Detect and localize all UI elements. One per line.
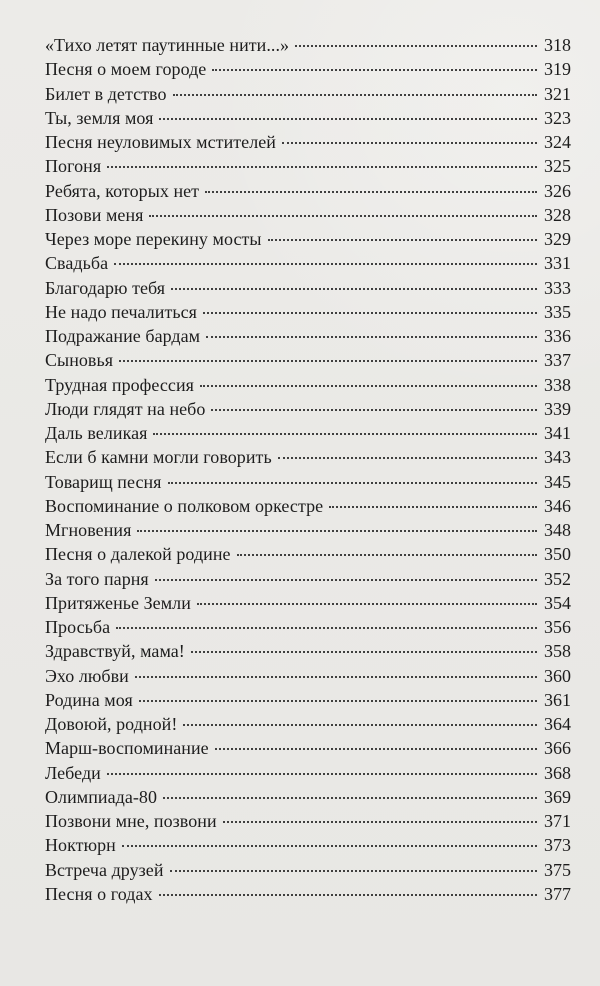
toc-entry-title: Ребята, которых нет bbox=[45, 180, 200, 201]
toc-dot-leader bbox=[114, 262, 537, 265]
toc-entry-title: Погоня bbox=[45, 156, 102, 177]
toc-entry bbox=[45, 276, 571, 300]
toc-entry-title: Довоюй, родной! bbox=[45, 714, 178, 734]
toc-entry-title: Свадьба bbox=[45, 253, 109, 274]
toc-entry-page-number: 369 bbox=[544, 786, 571, 807]
toc-entry bbox=[45, 106, 571, 130]
toc-entry-page-number: 366 bbox=[544, 738, 571, 759]
toc-entry-page-number: 373 bbox=[544, 835, 571, 856]
toc-entry bbox=[45, 761, 571, 785]
toc-entry bbox=[45, 421, 571, 445]
toc-dot-leader bbox=[107, 165, 537, 168]
toc-entry bbox=[45, 518, 571, 542]
toc-entry bbox=[45, 130, 571, 154]
toc-entry-title: Трудная профессия bbox=[45, 374, 194, 395]
toc-entry-page-number: 326 bbox=[544, 180, 571, 201]
toc-entry-page-number: 338 bbox=[544, 374, 571, 395]
toc-entry-title: Через море перекину мосты bbox=[45, 229, 262, 249]
toc-entry-title: Подражание бардам bbox=[45, 326, 201, 346]
toc-entry-page-number: 324 bbox=[544, 132, 571, 152]
toc-entry-page-number: 329 bbox=[544, 229, 571, 249]
toc-entry-page-number: 336 bbox=[544, 326, 571, 346]
toc-entry-page-number: 358 bbox=[544, 641, 571, 662]
toc-entry-title: Лебеди bbox=[45, 762, 101, 783]
toc-dot-leader bbox=[200, 384, 537, 387]
toc-entry-page-number: 350 bbox=[544, 544, 571, 565]
toc-entry bbox=[45, 736, 571, 760]
toc-entry-page-number: 375 bbox=[544, 859, 571, 880]
toc-dot-leader bbox=[168, 481, 537, 484]
toc-dot-leader bbox=[205, 190, 537, 193]
toc-entry-page-number: 360 bbox=[544, 665, 571, 686]
toc-entry bbox=[45, 639, 571, 663]
toc-dot-leader bbox=[295, 44, 537, 47]
toc-entry bbox=[45, 373, 571, 397]
toc-entry-title: Не надо печалиться bbox=[45, 301, 198, 322]
toc-entry-page-number: 345 bbox=[544, 471, 571, 492]
toc-entry-page-number: 335 bbox=[544, 301, 571, 322]
toc-entry-page-number: 361 bbox=[544, 689, 571, 710]
toc-dot-leader bbox=[191, 650, 537, 653]
toc-entry bbox=[45, 324, 571, 348]
toc-entry bbox=[45, 494, 571, 518]
toc-entry-title: Эхо любви bbox=[45, 665, 129, 686]
toc-entry-page-number: 352 bbox=[544, 568, 571, 589]
toc-dot-leader bbox=[116, 626, 537, 629]
toc-dot-leader bbox=[223, 820, 537, 823]
toc-dot-leader bbox=[215, 747, 537, 750]
toc-entry-page-number: 348 bbox=[544, 520, 571, 540]
toc-entry-title: Люди глядят на небо bbox=[45, 398, 206, 419]
toc-entry-title: Мгновения bbox=[45, 520, 132, 540]
toc-entry bbox=[45, 33, 571, 57]
toc-entry-title: Сыновья bbox=[45, 350, 114, 371]
toc-entry-title: Билет в детство bbox=[45, 83, 167, 104]
toc-dot-leader bbox=[203, 311, 537, 314]
toc-entry-page-number: 333 bbox=[544, 277, 571, 298]
toc-entry-page-number: 325 bbox=[544, 156, 571, 177]
toc-entry bbox=[45, 300, 571, 324]
toc-entry-title: Товарищ песня bbox=[45, 471, 162, 492]
toc-entry bbox=[45, 615, 571, 639]
toc-entry bbox=[45, 397, 571, 421]
toc-dot-leader bbox=[197, 602, 537, 605]
toc-entry-page-number: 354 bbox=[544, 592, 571, 613]
toc-dot-leader bbox=[170, 869, 537, 872]
toc-entry bbox=[45, 227, 571, 251]
toc-dot-leader bbox=[119, 359, 537, 362]
toc-entry-title: Марш-воспоминание bbox=[45, 738, 209, 759]
toc-entry bbox=[45, 567, 571, 591]
toc-entry-page-number: 343 bbox=[544, 447, 571, 468]
toc-entry bbox=[45, 203, 571, 227]
toc-entry-page-number: 377 bbox=[544, 883, 571, 904]
toc-entry bbox=[45, 445, 571, 469]
toc-entry-title: «Тихо летят паутинные нити...» bbox=[45, 35, 290, 55]
toc-entry bbox=[45, 154, 571, 178]
toc-entry bbox=[45, 664, 571, 688]
toc-entry-title: Встреча друзей bbox=[45, 859, 164, 880]
toc-dot-leader bbox=[237, 553, 537, 556]
toc-dot-leader bbox=[135, 675, 537, 678]
toc-dot-leader bbox=[159, 893, 537, 896]
toc-entry-page-number: 331 bbox=[544, 253, 571, 274]
toc-dot-leader bbox=[211, 408, 537, 411]
toc-entry bbox=[45, 542, 571, 566]
toc-entry-title: Песня о далекой родине bbox=[45, 544, 231, 565]
toc-entry-page-number: 318 bbox=[544, 35, 571, 55]
toc-dot-leader bbox=[206, 335, 537, 338]
table-of-contents bbox=[45, 33, 571, 906]
toc-dot-leader bbox=[171, 287, 537, 290]
toc-entry bbox=[45, 833, 571, 857]
toc-entry-title: Воспоминание о полковом оркестре bbox=[45, 495, 324, 516]
toc-entry-title: Олимпиада-80 bbox=[45, 786, 158, 807]
toc-entry-page-number: 371 bbox=[544, 811, 571, 831]
toc-dot-leader bbox=[212, 68, 537, 71]
toc-dot-leader bbox=[107, 772, 537, 775]
toc-dot-leader bbox=[139, 699, 537, 702]
toc-entry bbox=[45, 591, 571, 615]
toc-entry-title: Родина моя bbox=[45, 689, 133, 710]
toc-entry-page-number: 323 bbox=[544, 107, 571, 128]
toc-entry-page-number: 356 bbox=[544, 617, 571, 637]
toc-entry-page-number: 328 bbox=[544, 204, 571, 225]
toc-dot-leader bbox=[173, 93, 537, 96]
toc-dot-leader bbox=[329, 505, 537, 508]
toc-dot-leader bbox=[153, 432, 537, 435]
toc-entry-page-number: 337 bbox=[544, 350, 571, 371]
toc-entry-title: Притяженье Земли bbox=[45, 592, 191, 613]
toc-dot-leader bbox=[155, 578, 537, 581]
toc-entry-title: Просьба bbox=[45, 617, 111, 637]
toc-entry-page-number: 368 bbox=[544, 762, 571, 783]
toc-dot-leader bbox=[122, 844, 537, 847]
toc-entry-title: Песня о годах bbox=[45, 883, 153, 904]
toc-entry-title: Здравствуй, мама! bbox=[45, 641, 185, 662]
toc-dot-leader bbox=[268, 238, 537, 241]
toc-entry bbox=[45, 858, 571, 882]
toc-entry-title: Благодарю тебя bbox=[45, 277, 166, 298]
toc-entry bbox=[45, 57, 571, 81]
toc-entry bbox=[45, 809, 571, 833]
toc-entry-page-number: 346 bbox=[544, 495, 571, 516]
toc-dot-leader bbox=[282, 141, 537, 144]
toc-entry bbox=[45, 82, 571, 106]
toc-entry bbox=[45, 251, 571, 275]
toc-entry-page-number: 341 bbox=[544, 423, 571, 443]
toc-entry bbox=[45, 688, 571, 712]
toc-entry bbox=[45, 179, 571, 203]
toc-entry-title: Ноктюрн bbox=[45, 835, 116, 856]
toc-entry-page-number: 339 bbox=[544, 398, 571, 419]
toc-entry bbox=[45, 470, 571, 494]
toc-dot-leader bbox=[183, 723, 537, 726]
toc-entry-title: Даль великая bbox=[45, 423, 148, 443]
toc-dot-leader bbox=[137, 529, 537, 532]
toc-entry-title: За того парня bbox=[45, 568, 149, 589]
toc-entry bbox=[45, 882, 571, 906]
toc-entry-title: Если б камни могли говорить bbox=[45, 447, 272, 468]
toc-entry-title: Песня о моем городе bbox=[45, 59, 207, 80]
toc-entry-page-number: 321 bbox=[544, 83, 571, 104]
toc-dot-leader bbox=[149, 214, 537, 217]
toc-entry-title: Позвони мне, позвони bbox=[45, 811, 217, 831]
toc-dot-leader bbox=[278, 456, 537, 459]
toc-entry-page-number: 319 bbox=[544, 59, 571, 80]
toc-dot-leader bbox=[159, 117, 537, 120]
toc-entry bbox=[45, 348, 571, 372]
toc-entry-title: Песня неуловимых мстителей bbox=[45, 132, 276, 152]
toc-entry-title: Ты, земля моя bbox=[45, 107, 154, 128]
toc-entry-title: Позови меня bbox=[45, 204, 144, 225]
toc-entry-page-number: 364 bbox=[544, 714, 571, 734]
toc-dot-leader bbox=[163, 796, 537, 799]
toc-entry bbox=[45, 785, 571, 809]
toc-entry bbox=[45, 712, 571, 736]
